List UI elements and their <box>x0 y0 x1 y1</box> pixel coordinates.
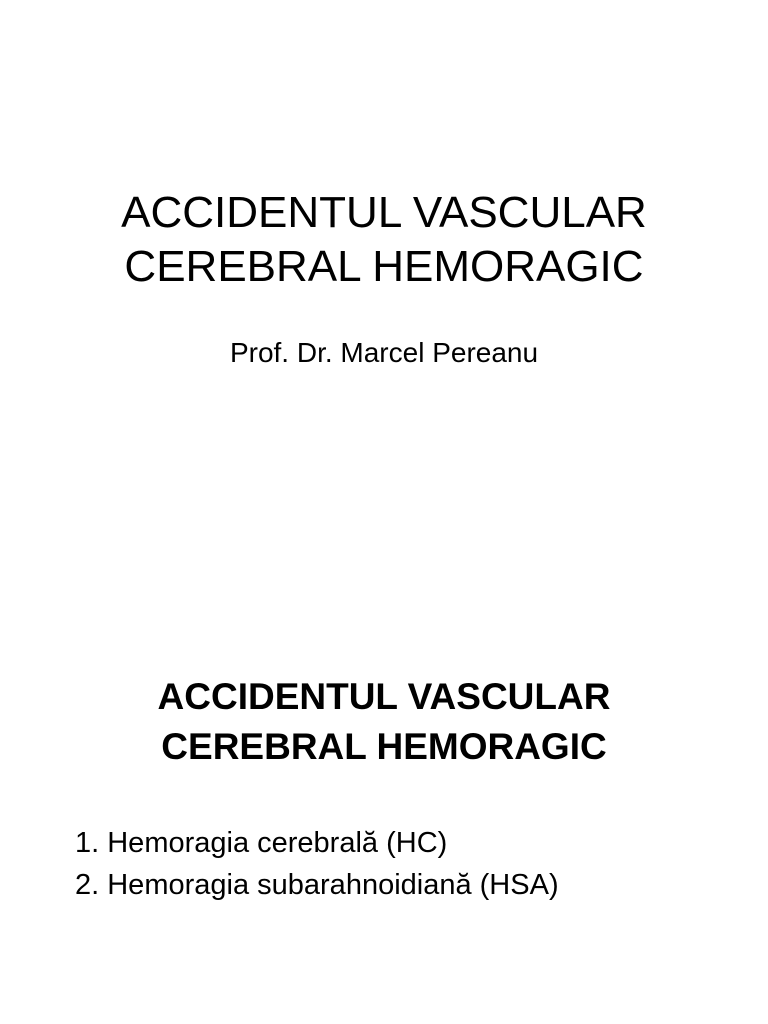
author-name: Prof. Dr. Marcel Pereanu <box>229 337 539 368</box>
content-title-line-1: ACCIDENTUL VASCULAR <box>157 676 611 717</box>
slide-title <box>0 186 768 294</box>
list-item: 1. Hemoragia cerebrală (HC) <box>75 827 448 859</box>
topic-list <box>75 822 559 906</box>
list-item: 2. Hemoragia subarahnoidiană (HSA) <box>75 869 559 901</box>
slide-title-line-1: ACCIDENTUL VASCULAR <box>121 188 647 237</box>
content-slide-title <box>0 672 768 772</box>
slide-title-line-2: CEREBRAL HEMORAGIC <box>124 242 644 291</box>
content-slide <box>0 512 768 1024</box>
content-title-line-2: CEREBRAL HEMORAGIC <box>161 726 607 767</box>
